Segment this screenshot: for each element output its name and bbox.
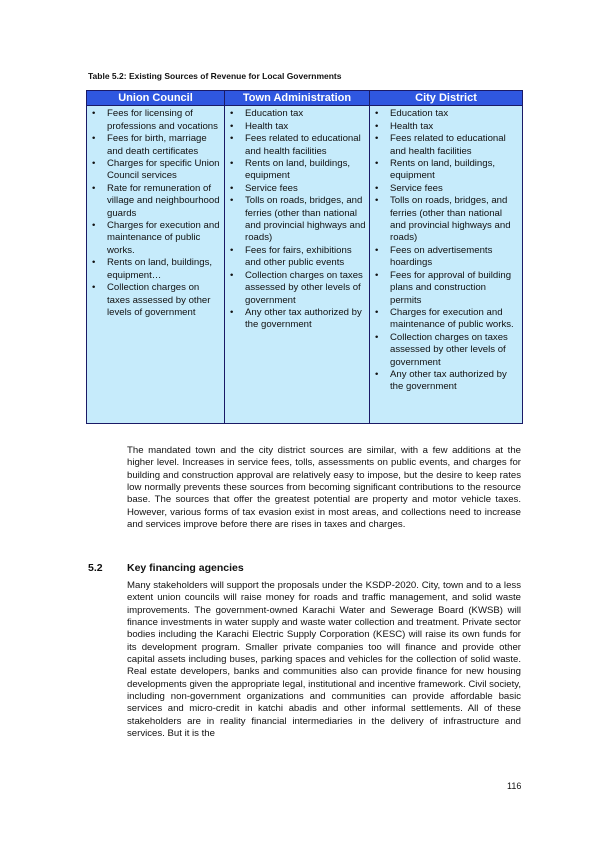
list-item: • Health tax <box>228 121 366 133</box>
list-item: • Service fees <box>373 183 519 195</box>
list-item: • Collection charges on taxes assessed by other levels of government <box>90 282 221 319</box>
city-district-cell <box>370 106 523 424</box>
town-administration-cell <box>225 106 370 424</box>
header-city-district: City District <box>370 91 523 106</box>
list-item: • Fees on advertisements hoardings <box>373 245 519 270</box>
list-item: • Service fees <box>228 183 366 195</box>
table-caption: Table 5.2: Existing Sources of Revenue for Local Governments <box>88 71 342 81</box>
section-number: 5.2 <box>88 562 103 574</box>
list-item: • Charges for execution and maintenance of public works. <box>373 307 519 332</box>
list-item: • Health tax <box>373 121 519 133</box>
list-item: • Fees for fairs, exhibitions and other public events <box>228 245 366 270</box>
list-item: • Collection charges on taxes assessed by other levels of government <box>228 270 366 307</box>
header-town-administration: Town Administration <box>225 91 370 106</box>
section-body-paragraph: Many stakeholders will support the proposals under the KSDP-2020. City, town and to a less extent union councils will raise money for roads and traffic management, and solid waste improvements. The government-owned Karachi Water and Sewerage Board (KWSB) will finance investments in water supply and waste water collection and treatment. Private sector bodies including the Karachi Electric Supply Corporation (KESC) will raise its own funds for its development program. Smaller private companies too will finance and provide other capital assets including buses, parking spaces and vehicles for the collection of solid waste. Real estate developers, banks and communities also can provide finance for new housing developments given the appropriate legal, institutional and incentive framework. Civil society, including non-government organizations and communities can provide affordable basic services and micro-credit in katchi abadis and other informal settlements. All of these stakeholders are in reality financial intermediaries in the delivery of infrastructure and services. But it is the <box>127 580 521 740</box>
list-item: • Education tax <box>373 108 519 120</box>
union-council-cell <box>87 106 225 424</box>
list-item: • Fees for licensing of professions and vocations <box>90 108 221 133</box>
list-item: • Fees related to educational and health facilities <box>373 133 519 158</box>
header-union-council: Union Council <box>87 91 225 106</box>
page-number: 116 <box>507 781 522 791</box>
list-item: • Rents on land, buildings, equipment <box>228 158 366 183</box>
list-item: • Any other tax authorized by the government <box>373 369 519 394</box>
section-heading: Key financing agencies <box>127 562 244 574</box>
list-item: • Rate for remuneration of village and neighbourhood guards <box>90 183 221 220</box>
list-item: • Fees for birth, marriage and death certificates <box>90 133 221 158</box>
list-item: • Fees for approval of building plans and construction permits <box>373 270 519 307</box>
list-item: • Charges for execution and maintenance of public works. <box>90 220 221 257</box>
list-item: • Collection charges on taxes assessed by other levels of government <box>373 332 519 369</box>
city-district-list <box>373 108 519 393</box>
table-header-row <box>87 91 523 106</box>
list-item: • Tolls on roads, bridges, and ferries (other than national and provincial highways and roads) <box>373 195 519 245</box>
union-council-list <box>90 108 221 319</box>
list-item: • Education tax <box>228 108 366 120</box>
revenue-sources-table <box>86 90 523 424</box>
list-item: • Charges for specific Union Council services <box>90 158 221 183</box>
body-paragraph: The mandated town and the city district sources are similar, with a few additions at the higher level. Increases in service fees, tolls, assessments on public events, and charges for building and construction approval are relatively easy to impose, but the desire to keep rates low normally prevents these sources from becoming significant contributions to the resource base. The sources that offer the greatest potential are property and motor vehicle taxes. However, various forms of tax evasion exist in most areas, and collections need to increase and services improve before there are rises in taxes and charges. <box>127 445 521 531</box>
list-item: • Tolls on roads, bridges, and ferries (other than national and provincial highways and roads) <box>228 195 366 245</box>
list-item: • Rents on land, buildings, equipment <box>373 158 519 183</box>
table-row <box>87 106 523 424</box>
list-item: • Fees related to educational and health facilities <box>228 133 366 158</box>
town-administration-list <box>228 108 366 331</box>
list-item: • Rents on land, buildings, equipment… <box>90 257 221 282</box>
list-item: • Any other tax authorized by the government <box>228 307 366 332</box>
